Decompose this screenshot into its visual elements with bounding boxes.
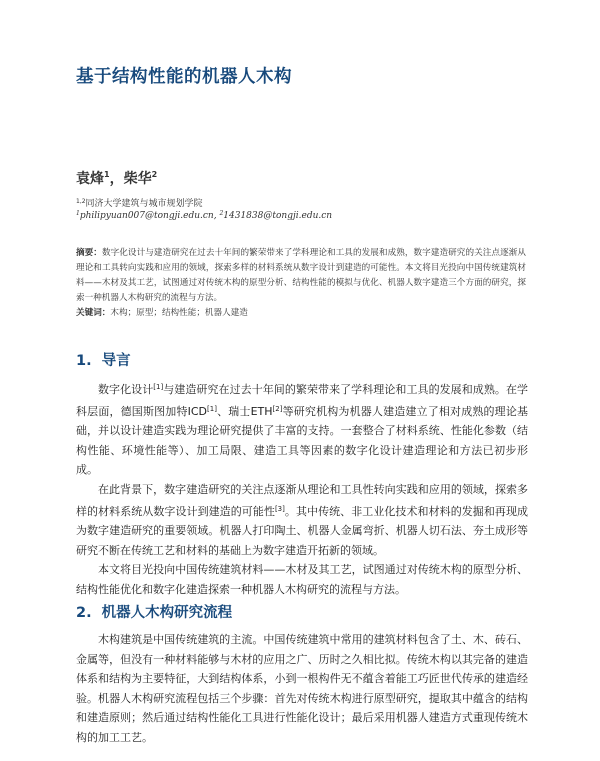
author-separator: ， <box>109 171 124 187</box>
keywords-text: 木构；原型；结构性能；机器人建造 <box>110 308 248 318</box>
keywords-label: 关键词： <box>76 308 111 318</box>
paragraph-text: 木构建筑是中国传统建筑的主流。中国传统建筑中常用的建筑材料包含了土、木、砖石、金属等，但没有一种材料能够与木材的应用之广、历时之久相比拟。传统木构以其完备的建造体系和结构为主要特征，大到结构体系，小到一根构件无不蕴含着能工巧匠世代传承的建造经验。机器人木构研究流程包括三个步骤：首先对传统木构进行原型研究，提取其中蕴含的结构和建造原则；然后通过结构性能化工具进行性能化设计；最后采用机器人建造方式重现传统木构的加工工艺。 <box>76 633 528 744</box>
paragraph-text: 。其中传统、非工业化技术和材料的发掘和再现成为数字建造研究的重要领域。机器人打印陶土、机器人金属弯折、机器人切石法、夯土成形等研究不断在传统工艺和材料的基础上为数字建造开拓新的领域。 <box>76 504 529 557</box>
section-number: 2. <box>76 605 92 621</box>
abstract-block <box>76 246 526 321</box>
author-name: 袁烽 <box>76 171 104 187</box>
paragraph-text: 数字化设计 <box>98 383 154 396</box>
author-list <box>76 168 157 188</box>
affiliation-text: 同济大学建筑与城市规划学院 <box>85 199 203 209</box>
section-number: 1. <box>76 353 92 369</box>
section-body-introduction <box>76 378 528 600</box>
email-link[interactable]: philipyuan007@tongji.edu.cn <box>79 211 214 221</box>
email-marker: 2 <box>219 210 224 217</box>
paragraph-text: 、瑞士ETH <box>216 404 273 418</box>
author-affil-marker: 1 <box>104 170 110 179</box>
abstract-label: 摘要： <box>76 248 102 258</box>
section-heading-robotic-timber-process <box>76 601 232 622</box>
paragraph-text: 在此背景下，数字建造研究的关注点逐渐从理论和工具性转向实践和应用的领域，探索多样的材料系统从数字设计到建造的可能性 <box>76 482 528 518</box>
abstract-text: 数字化设计与建造研究在过去十年间的繁荣带来了学科理论和工具的发展和成熟，数字建造研究的关注点逐渐从理论和工具转向实践和应用的领域，探索多样的材料系统从数字设计到建造的可能性。本文将目光投向中国传统建筑材料——木材及其工艺，试图通过对传统木构的原型分析、结构性能的模拟与优化、机器人数字建造三个方面的研究，探索一种机器人木构研究的流程与方法。 <box>76 248 526 303</box>
section-title: 导言 <box>101 353 131 369</box>
abstract-paragraph <box>76 246 526 306</box>
email-link[interactable]: 1431838@tongji.edu.cn <box>223 211 333 221</box>
affiliation-marker: 1,2 <box>76 198 86 205</box>
paragraph-text: 本文将目光投向中国传统建筑材料——木材及其工艺，试图通过对传统木构的原型分析、结构性能优化和数字化建造探索一种机器人木构研究的流程与方法。 <box>76 563 528 596</box>
body-paragraph <box>76 480 528 560</box>
section-title: 机器人木构研究流程 <box>101 605 233 621</box>
citation-ref[interactable]: [1] <box>207 404 217 413</box>
author-name: 柴华 <box>123 171 152 187</box>
email-marker: 1 <box>76 210 80 217</box>
section-heading-introduction <box>76 349 131 370</box>
author-affil-marker: 2 <box>151 170 158 179</box>
citation-ref[interactable]: [2] <box>272 404 283 413</box>
paragraph-text: 与建造研究在过去十年间的繁荣带来了学科理论和工具的发展和成熟。在学科层面，德国斯图加特ICD <box>76 383 529 418</box>
author-emails: $^1$philipyuan007@tongji.edu.cn, $^2$1431838@tongji.edu.cn <box>76 210 333 221</box>
affiliation <box>76 196 203 209</box>
body-paragraph <box>76 560 528 599</box>
paper-title: 基于结构性能的机器人木构 <box>76 67 292 87</box>
citation-ref[interactable]: [1] <box>153 383 164 391</box>
paragraph-text: 等研究机构为机器人建造建立了相对成熟的理论基础，并以设计建造实践为理论研究提供了丰富的支持。一套整合了材料系统、性能化参数（结构性能、环境性能等）、加工局限、建造工具等因素的数字化设计建造理论和方法已初步形成。 <box>76 404 528 477</box>
citation-ref[interactable]: [3] <box>274 504 285 513</box>
body-paragraph <box>76 630 528 748</box>
body-paragraph <box>76 378 528 480</box>
section-body-robotic-timber-process <box>76 630 528 748</box>
keywords-paragraph <box>76 306 526 321</box>
